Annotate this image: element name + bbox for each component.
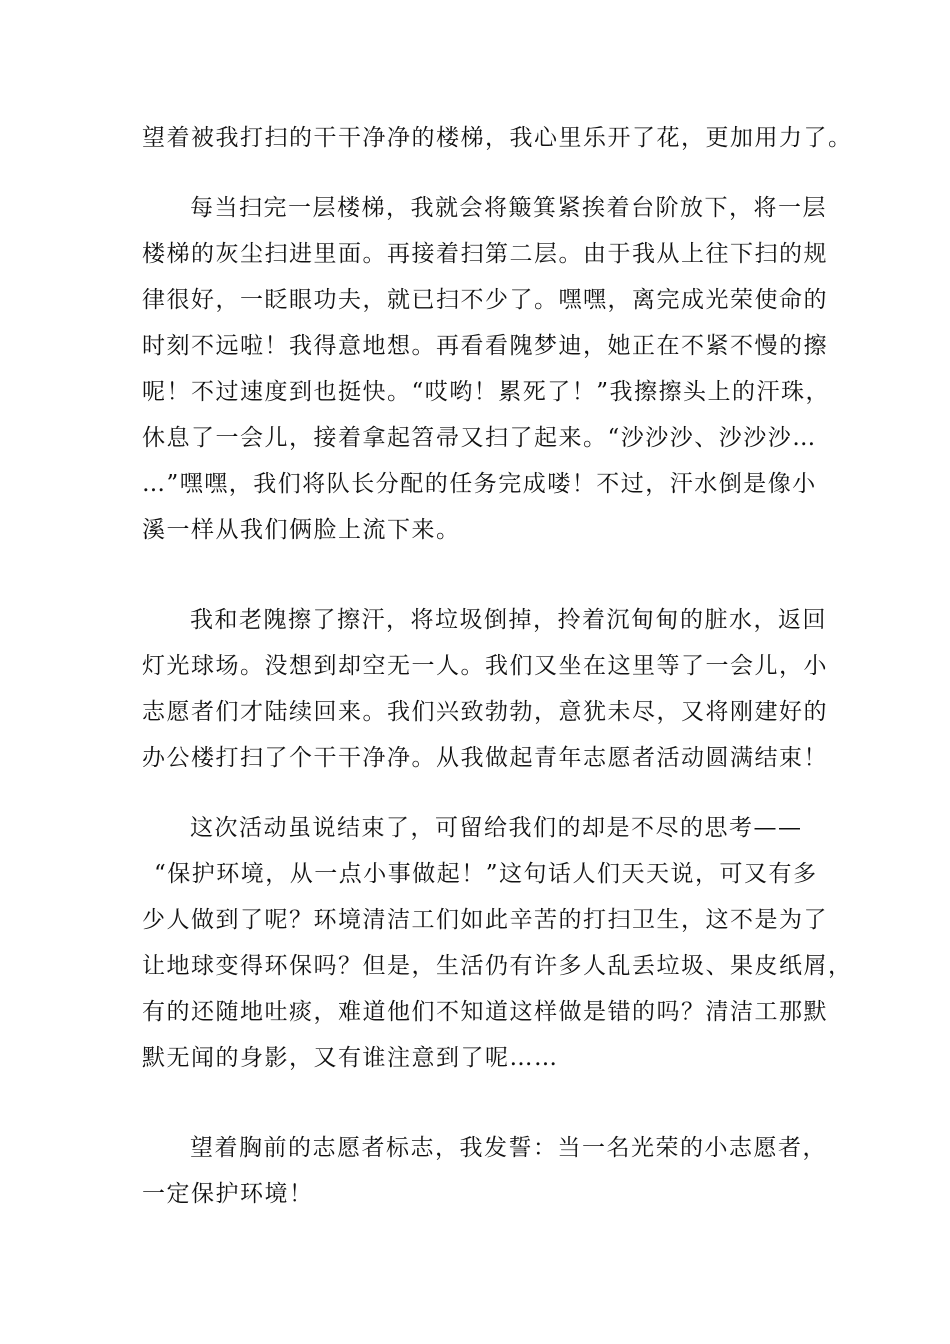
text-line: 每当扫完一层楼梯，我就会将簸箕紧挨着台阶放下，将一层 [190, 195, 827, 221]
text-line: “保护环境，从一点小事做起！”这句话人们天天说，可又有多 [154, 861, 818, 887]
text-line: 默无闻的身影，又有谁注意到了呢…… [142, 1045, 559, 1071]
text-line: 办公楼打扫了个干干净净。从我做起青年志愿者活动圆满结束！ [142, 745, 828, 771]
text-line: 溪一样从我们俩脸上流下来。 [142, 517, 461, 543]
text-line: 少人做到了呢？环境清洁工们如此辛苦的打扫卫生，这不是为了 [142, 907, 828, 933]
text-line: 楼梯的灰尘扫进里面。再接着扫第二层。由于我从上往下扫的规 [142, 241, 828, 267]
text-line: 呢！不过速度到也挺快。“哎哟！累死了！”我擦擦头上的汗珠， [142, 379, 831, 405]
text-line: 志愿者们才陆续回来。我们兴致勃勃，意犹未尽，又将刚建好的 [142, 699, 828, 725]
text-line: 灯光球场。没想到却空无一人。我们又坐在这里等了一会儿，小 [142, 653, 828, 679]
text-line: 望着被我打扫的干干净净的楼梯，我心里乐开了花，更加用力了。 [142, 125, 853, 151]
text-line: 律很好，一眨眼功夫，就已扫不少了。嘿嘿，离完成光荣使命的 [142, 287, 828, 313]
text-line: 让地球变得环保吗？但是，生活仍有许多人乱丢垃圾、果皮纸屑， [142, 953, 853, 979]
text-line: 一定保护环境！ [142, 1181, 314, 1207]
text-line: 这次活动虽说结束了，可留给我们的却是不尽的思考—— [190, 815, 803, 841]
text-line: 有的还随地吐痰，难道他们不知道这样做是错的吗？清洁工那默 [142, 999, 828, 1025]
text-line: 时刻不远啦！我得意地想。再看看隗梦迪，她正在不紧不慢的擦 [142, 333, 828, 359]
text-line: 休息了一会儿，接着拿起笤帚又扫了起来。“沙沙沙、沙沙沙… [142, 425, 817, 451]
text-line: …”嘿嘿，我们将队长分配的任务完成喽！不过，汗水倒是像小 [142, 471, 817, 497]
text-line: 我和老隗擦了擦汗，将垃圾倒掉，拎着沉甸甸的脏水，返回 [190, 607, 827, 633]
text-line: 望着胸前的志愿者标志，我发誓：当一名光荣的小志愿者， [190, 1135, 827, 1161]
